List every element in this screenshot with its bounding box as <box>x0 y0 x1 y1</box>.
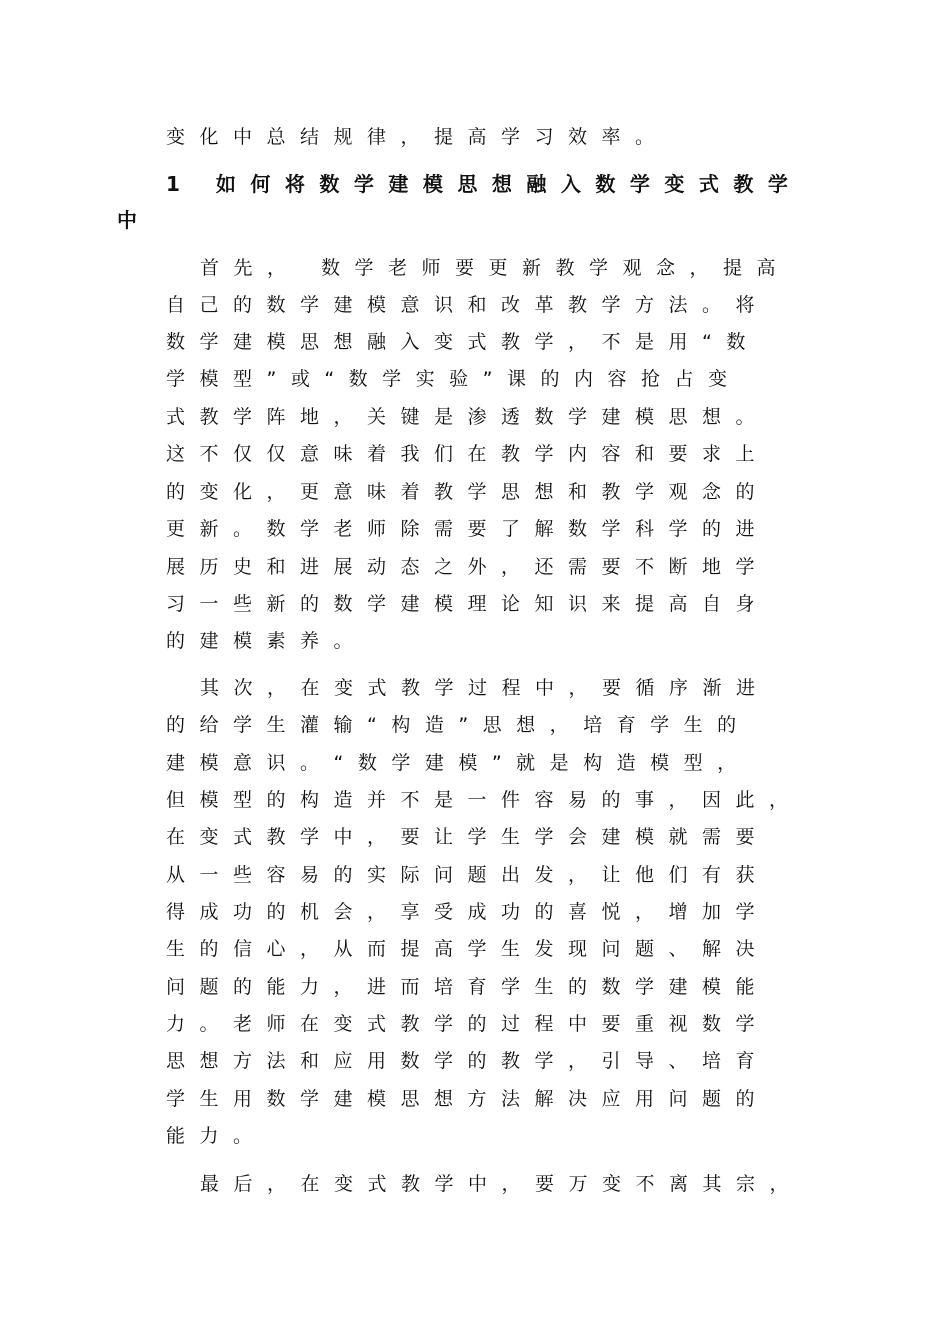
paragraph-line: 式教学阵地，关键是渗透数学建模思想。 <box>166 406 770 428</box>
paragraph-line: 自己的数学建模意识和改革教学方法。将 <box>166 294 770 316</box>
paragraph-line: 从一些容易的实际问题出发，让他们有获 <box>166 864 770 886</box>
paragraph-line: 但模型的构造并不是一件容易的事，因此， <box>166 789 803 811</box>
paragraph-line: 习一些新的数学建模理论知识来提高自身 <box>166 593 770 615</box>
paragraph-line: 首先， 数学老师要更新教学观念，提高 <box>200 257 791 279</box>
paragraph-line: 学生用数学建模思想方法解决应用问题的 <box>166 1088 770 1110</box>
paragraph-line: 建模意识。“数学建模”就是构造模型， <box>166 752 751 774</box>
paragraph-line: 能力。 <box>166 1125 267 1147</box>
paragraph-line: 这不仅仅意味着我们在教学内容和要求上 <box>166 443 770 465</box>
paragraph-line: 的变化，更意味着教学思想和教学观念的 <box>166 481 770 503</box>
paragraph-line: 展历史和进展动态之外，还需要不断地学 <box>166 556 770 578</box>
paragraph-line: 思想方法和应用数学的教学，引导、培育 <box>166 1050 770 1072</box>
paragraph-line: 力。老师在变式教学的过程中要重视数学 <box>166 1013 770 1035</box>
paragraph-line: 其次，在变式教学过程中，要循序渐进 <box>200 677 770 699</box>
paragraph-line: 问题的能力，进而培育学生的数学建模能 <box>166 976 770 998</box>
paragraph-line: 的给学生灌输“构造”思想，培育学生的 <box>166 714 751 736</box>
section-heading-continuation: 中 <box>117 208 152 232</box>
paragraph-line: 的建模素养。 <box>166 630 368 652</box>
paragraph-line: 学模型”或“数学实验”课的内容抢占变 <box>166 368 742 390</box>
paragraph-line: 最后，在变式教学中，要万变不离其宗， <box>200 1173 804 1195</box>
paragraph-line: 得成功的机会，享受成功的喜悦，增加学 <box>166 901 770 923</box>
paragraph-line: 数学建模思想融入变式教学，不是用“数 <box>166 331 760 353</box>
paragraph-line: 变化中总结规律，提高学习效率。 <box>166 126 669 148</box>
paragraph-line: 在变式教学中，要让学生学会建模就需要 <box>166 826 770 848</box>
paragraph-line: 生的信心，从而提高学生发现问题、解决 <box>166 938 770 960</box>
paragraph-line: 更新。数学老师除需要了解数学科学的进 <box>166 518 770 540</box>
section-heading: 1 如何将数学建模思想融入数学变式教学 <box>166 172 803 196</box>
